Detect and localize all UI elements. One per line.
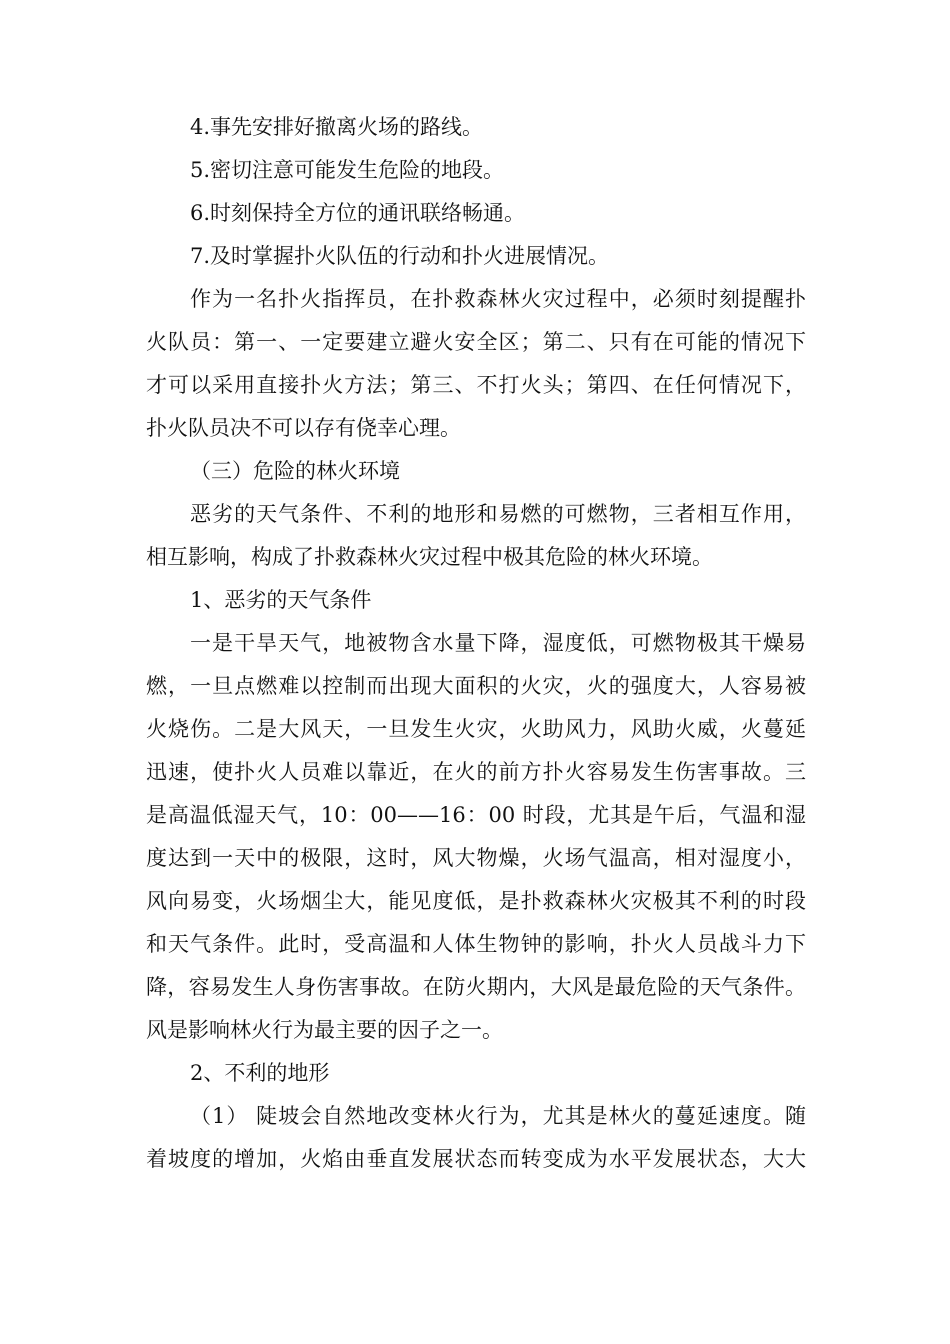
subsection-heading: 2、不利的地形: [190, 1061, 330, 1085]
paragraph-line: 火烧伤。二是大风天，一旦发生火灾，火助风力，风助火威，火蔓延: [146, 717, 806, 741]
paragraph-line: 和天气条件。此时，受高温和人体生物钟的影响，扑火人员战斗力下: [146, 932, 806, 956]
paragraph-line: 一是干旱天气，地被物含水量下降，湿度低，可燃物极其干燥易: [190, 631, 806, 655]
paragraph-line: 火队员：第一、一定要建立避火安全区；第二、只有在可能的情况下: [146, 330, 806, 354]
paragraph-line: 相互影响，构成了扑救森林火灾过程中极其危险的林火环境。: [146, 545, 713, 569]
section-heading: （三）危险的林火环境: [190, 459, 400, 483]
list-item-6: 6.时刻保持全方位的通讯联络畅通。: [190, 201, 526, 225]
paragraph-line: 燃，一旦点燃难以控制而出现大面积的火灾，火的强度大，人容易被: [146, 674, 806, 698]
list-item-7: 7.及时掌握扑火队伍的行动和扑火进展情况。: [190, 244, 610, 268]
paragraph-line: 风是影响林火行为最主要的因子之一。: [146, 1018, 503, 1042]
paragraph-line: 度达到一天中的极限，这时，风大物燥，火场气温高，相对湿度小，: [146, 846, 806, 870]
subsection-heading: 1、恶劣的天气条件: [190, 588, 372, 612]
paragraph-line: 着坡度的增加，火焰由垂直发展状态而转变成为水平发展状态，大大: [146, 1147, 806, 1171]
paragraph-line: 降，容易发生人身伤害事故。在防火期内，大风是最危险的天气条件。: [146, 975, 806, 999]
paragraph-line: 恶劣的天气条件、不利的地形和易燃的可燃物，三者相互作用，: [190, 502, 806, 526]
paragraph-line: 迅速，使扑火人员难以靠近，在火的前方扑火容易发生伤害事故。三: [146, 760, 806, 784]
paragraph-line: 才可以采用直接扑火方法；第三、不打火头；第四、在任何情况下，: [146, 373, 806, 397]
paragraph-line: 作为一名扑火指挥员，在扑救森林火灾过程中，必须时刻提醒扑: [190, 287, 806, 311]
paragraph-line: （1） 陡坡会自然地改变林火行为，尤其是林火的蔓延速度。随: [190, 1104, 806, 1128]
paragraph-line: 是高温低湿天气，10：00——16：00 时段，尤其是午后，气温和湿: [146, 803, 806, 827]
list-item-5: 5.密切注意可能发生危险的地段。: [190, 158, 505, 182]
list-item-4: 4.事先安排好撤离火场的路线。: [190, 115, 484, 139]
paragraph-line: 风向易变，火场烟尘大，能见度低，是扑救森林火灾极其不利的时段: [146, 889, 806, 913]
paragraph-line: 扑火队员决不可以存有侥幸心理。: [146, 416, 461, 440]
